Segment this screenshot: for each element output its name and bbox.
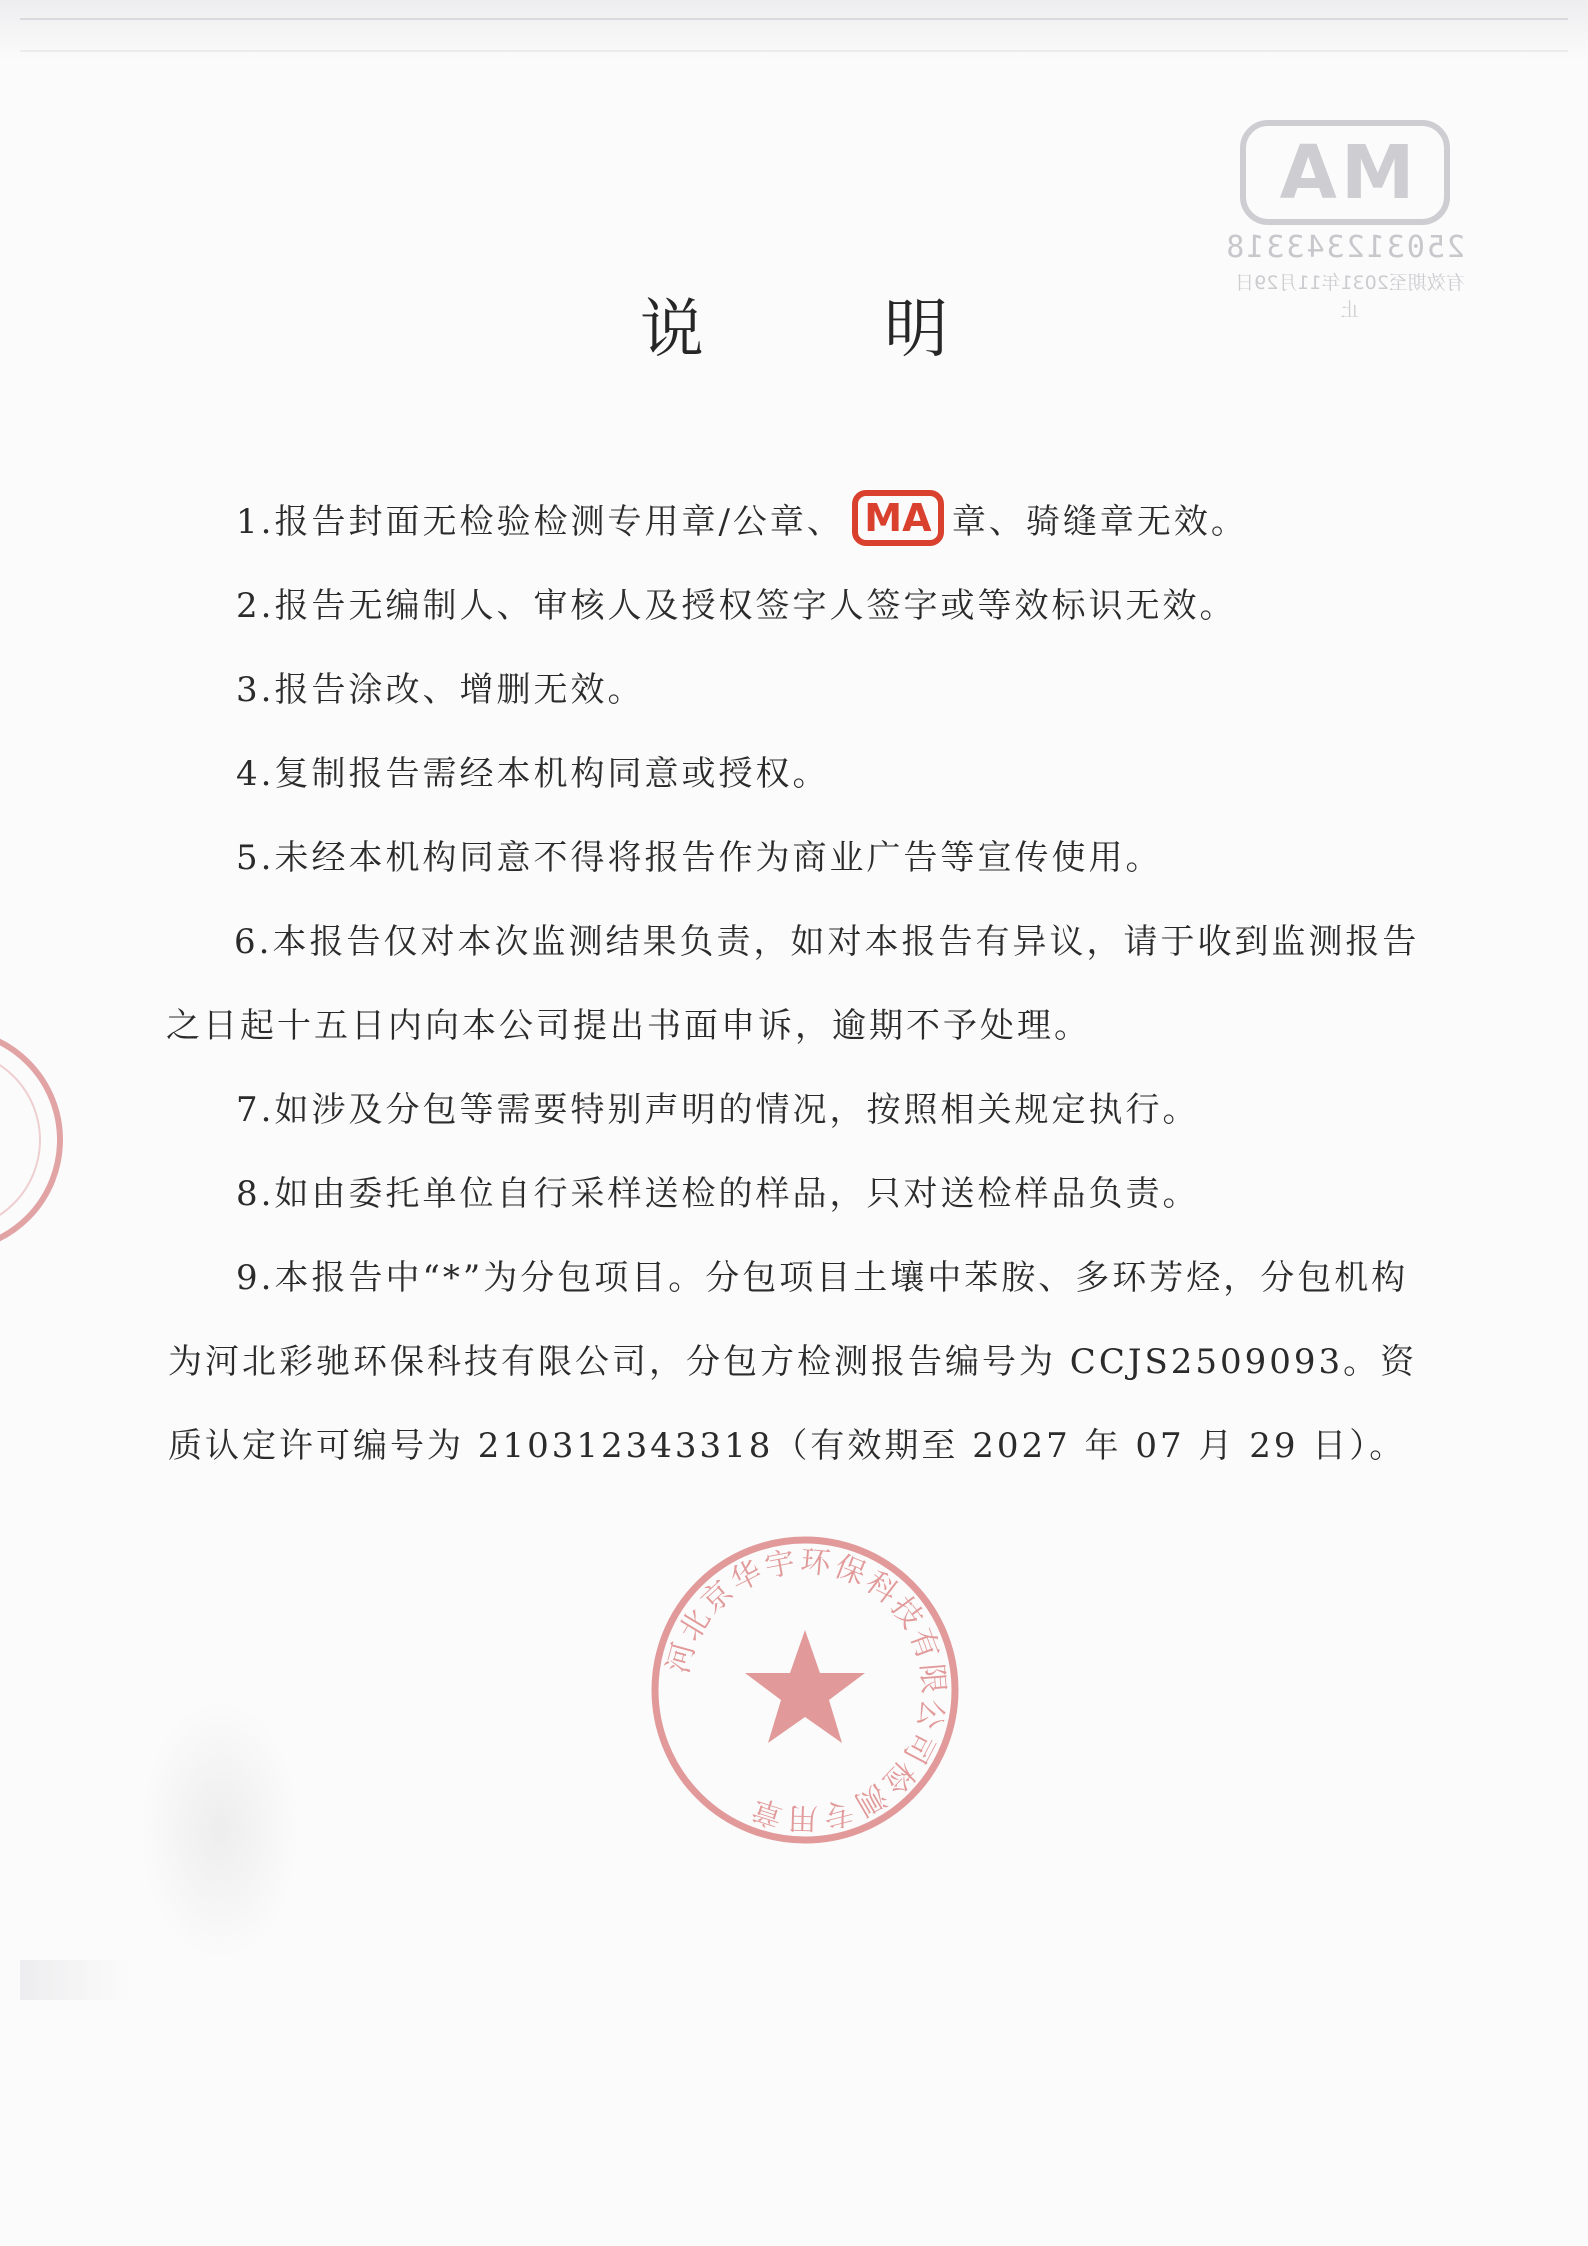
note-item-5: 5.未经本机构同意不得将报告作为商业广告等宣传使用。 bbox=[236, 838, 1163, 878]
cma-seal-logo: MA bbox=[1240, 120, 1450, 225]
note-item-2: 2.报告无编制人、审核人及授权签字人签字或等效标识无效。 bbox=[236, 586, 1237, 626]
cma-seal-number: 250312343318 bbox=[1224, 230, 1465, 265]
scan-smudge bbox=[140, 1700, 300, 1960]
scan-line bbox=[20, 18, 1568, 20]
seal-text-path: 河北京华宇环保科技有限公司检测专用章 bbox=[660, 1544, 951, 1836]
note-item-3: 3.报告涂改、增删无效。 bbox=[236, 670, 645, 710]
cma-mark-icon: MA bbox=[852, 490, 944, 546]
star-icon bbox=[745, 1630, 865, 1743]
note-item-6: 6.本报告仅对本次监测结果负责，如对本报告有异议，请于收到监测报告之日起十五日内向本公司提出书面申诉，逾期不予处理。 bbox=[166, 922, 1420, 1046]
note-text: 1.报告封面无检验检测专用章/公章、 bbox=[236, 502, 844, 542]
page-title: 说 明 bbox=[639, 293, 1029, 367]
company-seal bbox=[645, 1530, 965, 1850]
note-item-9: 9.本报告中“*”为分包项目。分包项目土壤中苯胺、多环芳烃，分包机构为河北彩驰环保科技有限公司，分包方检测报告编号为 CCJS2509093。资质认定许可编号为 210312343318（有效期至 2027 年 07 月 29 日）。 bbox=[168, 1258, 1418, 1466]
cma-seal-date: 有效期至2031年11月29日止 bbox=[1235, 272, 1465, 321]
note-item-4: 4.复制报告需经本机构同意或授权。 bbox=[236, 754, 830, 794]
scan-smudge bbox=[20, 1960, 130, 2000]
note-item-1 bbox=[168, 480, 1428, 564]
edge-seal-fragment bbox=[0, 1020, 70, 1260]
note-item-8: 8.如由委托单位自行采样送检的样品，只对送检样品负责。 bbox=[236, 1174, 1200, 1214]
notes-list bbox=[168, 480, 1428, 1488]
scan-line bbox=[20, 50, 1568, 52]
note-text: 章、骑缝章无效。 bbox=[951, 502, 1248, 542]
note-item-7: 7.如涉及分包等需要特别声明的情况，按照相关规定执行。 bbox=[236, 1090, 1200, 1130]
